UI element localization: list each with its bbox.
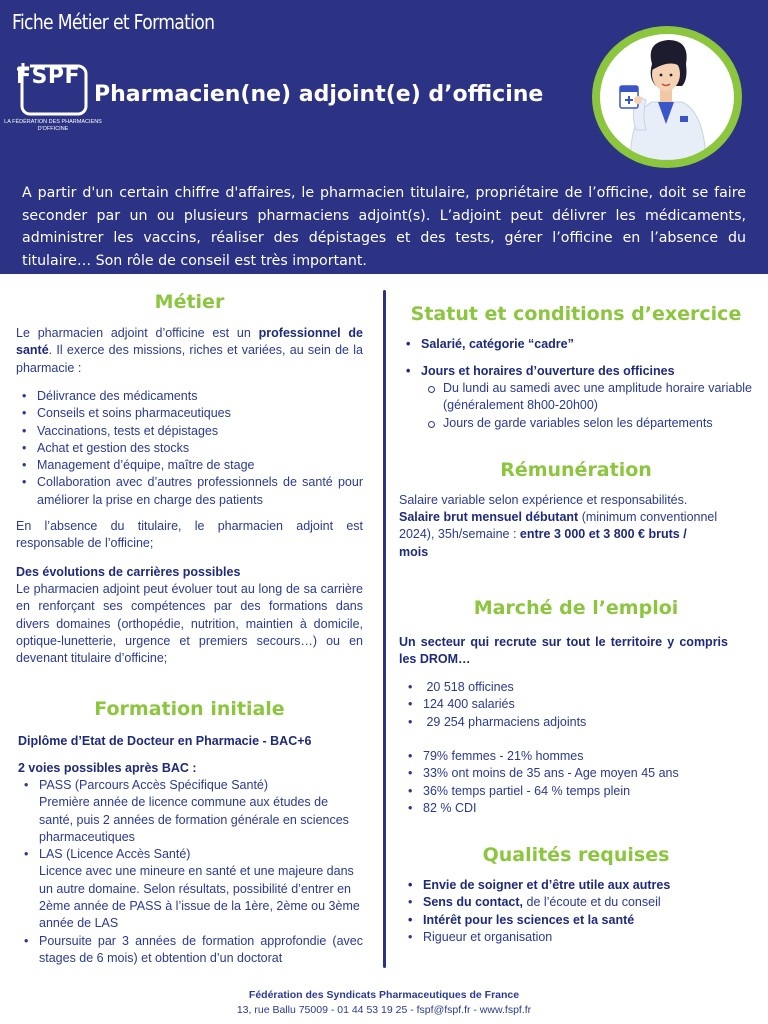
marche-stats-list <box>402 679 752 731</box>
section-title-qualites: Qualités requises <box>482 844 670 866</box>
section-title-remuneration: Rémunération <box>500 459 652 481</box>
section-title-metier: Métier <box>154 291 225 313</box>
remuneration-line: Salaire variable selon expérience et responsabilités. <box>399 493 688 507</box>
list-item: • Délivrance des médicaments <box>16 388 363 405</box>
footer-address: 13, rue Ballu 75009 - 01 44 53 19 25 - fspf@fspf.fr - www.fspf.fr <box>236 1004 532 1016</box>
list-item: • 82 % CDI <box>402 800 752 817</box>
voies-list <box>18 777 363 967</box>
list-item: • 36% temps partiel - 64 % temps plein <box>402 783 752 800</box>
pharmacist-illustration <box>600 34 734 160</box>
list-item: • 124 400 salariés <box>402 696 752 713</box>
list-item: • Conseils et soins pharmaceutiques <box>16 405 363 422</box>
statut-list-2 <box>400 363 752 380</box>
intro-paragraph: A partir d'un certain chiffre d'affaires, le pharmacien titulaire, propriétaire de l’officine, doit se faire seconder par un ou plusieurs pharmaciens adjoint(s). L’adjoint peut délivrer les médicaments, administrer les vaccins, réaliser des dépistages et des tests, gérer l’officine en l’absence du titulaire… Son rôle de conseil est très important. <box>22 185 746 269</box>
list-item: • Sens du contact, de l’écoute et du conseil <box>402 894 752 911</box>
list-item: Du lundi au samedi avec une amplitude horaire variable (généralement 8h00-20h00) <box>420 380 752 415</box>
marche-intro: Un secteur qui recrute sur tout le territoire y compris les DROM… <box>399 635 728 667</box>
qualites-list <box>402 877 752 946</box>
page-title: Pharmacien(ne) adjoint(e) d’officine <box>94 82 544 107</box>
list-item: • Salarié, catégorie “cadre” <box>400 336 752 353</box>
list-item: • PASS (Parcours Accès Spécifique Santé) Première année de licence commune aux études de santé, puis 2 années de formation générale en sciences pharmaceutiques <box>18 777 363 846</box>
evolution-title: Des évolutions de carrières possibles <box>16 565 241 579</box>
list-item: • Management d’équipe, maître de stage <box>16 457 363 474</box>
section-title-formation: Formation initiale <box>94 698 285 720</box>
list-item: • Achat et gestion des stocks <box>16 440 363 457</box>
evolution-text: Le pharmacien adjoint peut évoluer tout au long de sa carrière en renforçant ses compétences par des formations dans divers domaines (orthopédie, nutrition, maintien à domicile, optique-lunetterie, urgence et premiers secours…) ou en devenant titulaire d’officine; <box>16 582 363 666</box>
list-item: • Jours et horaires d’ouverture des officines <box>400 363 752 380</box>
fiche-title: Fiche Métier et Formation <box>12 10 215 34</box>
footer-org: Fédération des Syndicats Pharmaceutiques de France <box>248 989 520 1001</box>
list-item: • Vaccinations, tests et dépistages <box>16 423 363 440</box>
statut-sublist <box>420 380 752 432</box>
voies-title: 2 voies possibles après BAC : <box>18 761 197 775</box>
list-item: • Envie de soigner et d’être utile aux autres <box>402 877 752 894</box>
statut-list <box>400 336 752 353</box>
list-item: • LAS (Licence Accès Santé) Licence avec une mineure en santé et une majeure dans un autre domaine. Selon résultats, possibilité d’entrer en 2ème année de PASS à l’issue de la 1ère, 2ème ou 3ème année de LAS <box>18 846 363 932</box>
absence-text: En l’absence du titulaire, le pharmacien adjoint est responsable de l’officine; <box>16 519 363 551</box>
logo-text: FSPF <box>15 64 81 89</box>
remuneration-details: Salaire brut mensuel débutant (minimum conventionnel 2024), 35h/semaine : entre 3 000 et 3 800 € bruts / mois <box>399 510 718 559</box>
list-item: • Rigueur et organisation <box>402 929 752 946</box>
list-item: • 20 518 officines <box>402 679 752 696</box>
list-item: Jours de garde variables selon les départements <box>420 415 752 432</box>
list-item: • Collaboration avec d’autres professionnels de santé pour améliorer la prise en charge des patients <box>16 474 363 509</box>
list-item: • Poursuite par 3 années de formation approfondie (avec stages de 6 mois) et obtention d’un doctorat <box>18 933 363 968</box>
column-divider <box>383 290 386 968</box>
list-item: • 33% ont moins de 35 ans - Age moyen 45 ans <box>402 765 752 782</box>
section-title-statut: Statut et conditions d’exercice <box>410 303 742 325</box>
section-title-marche: Marché de l’emploi <box>473 597 679 619</box>
diploma-text: Diplôme d’Etat de Docteur en Pharmacie - BAC+6 <box>18 734 312 748</box>
list-item: • 79% femmes - 21% hommes <box>402 748 752 765</box>
logo-subtitle: LA FÉDÉRATION DES PHARMACIENS D'OFFICINE <box>4 119 102 132</box>
marche-stats-list-2 <box>402 748 752 817</box>
missions-list <box>16 388 363 509</box>
list-item: • Intérêt pour les sciences et la santé <box>402 912 752 929</box>
footer <box>0 988 768 1018</box>
pharmacist-avatar <box>592 26 742 168</box>
metier-intro: Le pharmacien adjoint d’officine est un professionnel de santé. Il exerce des missions, riches et variées, au sein de la pharmacie : <box>16 326 364 375</box>
list-item: • 29 254 pharmaciens adjoints <box>402 714 752 731</box>
header-banner <box>0 0 768 274</box>
